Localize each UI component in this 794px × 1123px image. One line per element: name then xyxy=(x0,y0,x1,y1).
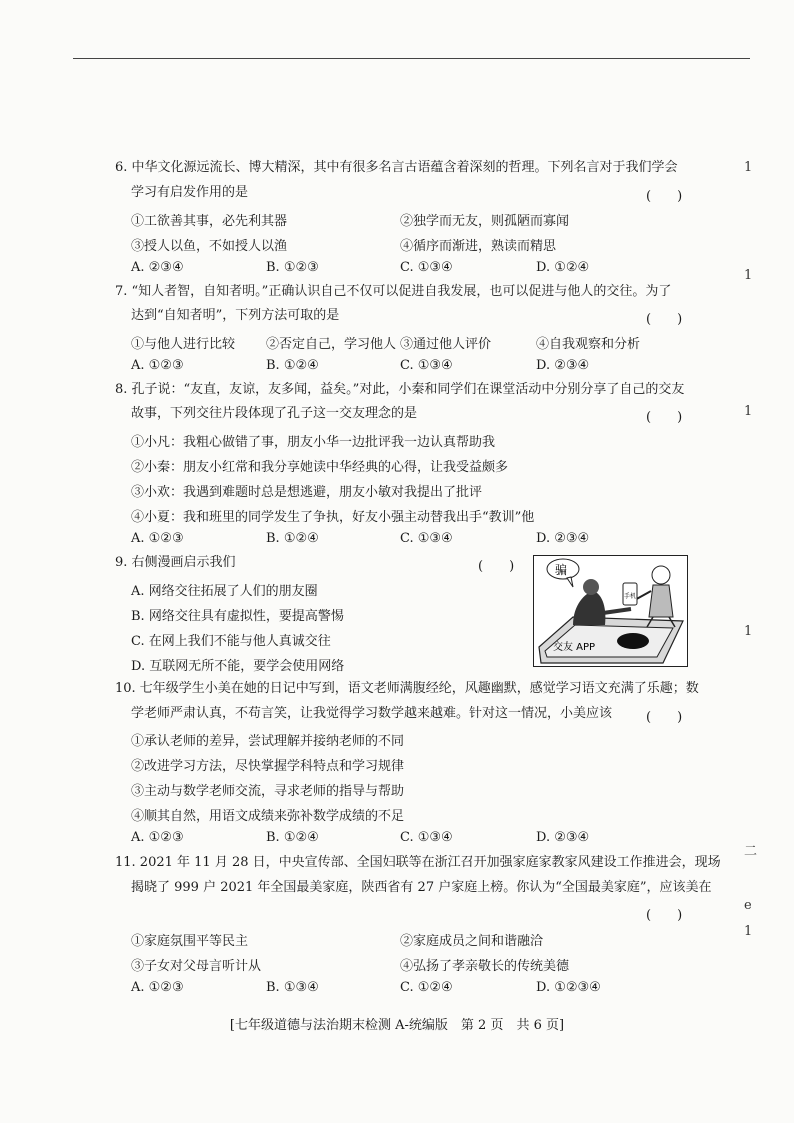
edge-mark: 1 xyxy=(744,924,753,939)
q8-answer-blank: ( ) xyxy=(646,410,683,425)
q8-item: ①小凡：我粗心做错了事，朋友小华一边批评我一边认真帮助我 xyxy=(131,435,496,450)
q6-option: B. ①②③ xyxy=(266,260,319,275)
q9-answer-blank: ( ) xyxy=(478,559,515,574)
q11-option: C. ①②④ xyxy=(400,980,453,995)
q6-option: A. ②③④ xyxy=(131,260,184,275)
q6-item: ④循序而渐进，熟读而精思 xyxy=(400,239,557,254)
q11-item: ②家庭成员之间和谐融洽 xyxy=(400,934,544,949)
q8-item: ②小秦：朋友小红常和我分享她读中华经典的心得，让我受益颇多 xyxy=(131,460,509,475)
q10-item: ②改进学习方法，尽快掌握学科特点和学习规律 xyxy=(131,759,405,774)
q10-item: ①承认老师的差异，尝试理解并接纳老师的不同 xyxy=(131,734,405,749)
person-head xyxy=(652,566,670,584)
edge-mark: 1 xyxy=(744,404,753,419)
q11-item: ④弘扬了孝亲敬长的传统美德 xyxy=(400,959,570,974)
q10-item: ③主动与数学老师交流，寻求老师的指导与帮助 xyxy=(131,784,405,799)
q7-item: ①与他人进行比较 xyxy=(131,337,236,352)
q9-option: A. 网络交往拓展了人们的朋友圈 xyxy=(131,584,318,599)
q7-stem-line1: 7. “知人者智，自知者明。”正确认识自己不仅可以促进自我发展，也可以促进与他人的交往。为了 xyxy=(115,284,672,299)
q10-option: D. ②③④ xyxy=(536,830,590,845)
q10-option: A. ①②③ xyxy=(131,830,184,845)
q11-item: ③子女对父母言听计从 xyxy=(131,959,262,974)
q7-option: A. ①②③ xyxy=(131,358,184,373)
edge-mark: 1 xyxy=(744,268,753,283)
q10-stem-line1: 10. 七年级学生小美在她的日记中写到，语文老师满腹经纶，风趣幽默，感觉学习语文充满了乐趣；数 xyxy=(115,681,699,696)
q9-stem: 9. 右侧漫画启示我们 xyxy=(115,555,236,570)
q6-item: ②独学而无友，则孤陋而寡闻 xyxy=(400,214,570,229)
q11-item: ①家庭氛围平等民主 xyxy=(131,934,249,949)
q8-option: B. ①②④ xyxy=(266,531,319,546)
q8-item: ④小夏：我和班里的同学发生了争执，好友小强主动替我出手“教训”他 xyxy=(131,510,535,525)
q7-option: B. ①②④ xyxy=(266,358,319,373)
edge-mark: e xyxy=(744,898,752,913)
q6-item: ①工欲善其事，必先利其器 xyxy=(131,214,288,229)
q9-option: C. 在网上我们不能与他人真诚交往 xyxy=(131,634,331,649)
q10-item: ④顺其自然，用语文成绩来弥补数学成绩的不足 xyxy=(131,809,405,824)
phone-text: 手机 xyxy=(624,593,637,600)
q10-option: C. ①③④ xyxy=(400,830,453,845)
q6-option: D. ①②④ xyxy=(536,260,590,275)
cartoon-online-fraud xyxy=(533,555,688,667)
q7-item: ④自我观察和分析 xyxy=(536,337,641,352)
q6-stem-line2: 学习有启发作用的是 xyxy=(131,185,249,200)
edge-mark: 1 xyxy=(744,624,753,639)
q11-stem-line1: 11. 2021 年 11 月 28 日，中央宣传部、全国妇联等在浙江召开加强家庭家教家风建设工作推进会，现场 xyxy=(115,855,721,870)
q10-answer-blank: ( ) xyxy=(646,710,683,725)
q7-item: ③通过他人评价 xyxy=(400,337,492,352)
q10-stem-line2: 学老师严肃认真，不苟言笑，让我觉得学习数学越来越难。针对这一情况，小美应该 xyxy=(131,706,613,721)
q11-answer-blank: ( ) xyxy=(646,908,683,923)
q7-option: D. ②③④ xyxy=(536,358,590,373)
q6-option: C. ①③④ xyxy=(400,260,453,275)
q10-option: B. ①②④ xyxy=(266,830,319,845)
q7-item: ②否定自己，学习他人 xyxy=(266,337,397,352)
edge-mark: 二 xyxy=(744,844,758,859)
cartoon-illustration xyxy=(533,555,688,667)
q11-stem-line2: 揭晓了 999 户 2021 年全国最美家庭，陕西省有 27 户家庭上榜。你认为“全国最美家庭”，应该美在 xyxy=(131,880,712,895)
q6-stem-line1: 6. 中华文化源远流长、博大精深，其中有很多名言古语蕴含着深刻的哲理。下列名言对于我们学会 xyxy=(115,160,678,175)
q7-option: C. ①③④ xyxy=(400,358,453,373)
q7-answer-blank: ( ) xyxy=(646,312,683,327)
q9-option: D. 互联网无所不能，要学会使用网络 xyxy=(131,659,345,674)
q8-option: C. ①③④ xyxy=(400,531,453,546)
bubble-text: 骗 xyxy=(555,563,568,577)
edge-mark: 1 xyxy=(744,160,753,175)
top-rule xyxy=(73,58,750,59)
page-footer: [七年级道德与法治期末检测 A-统编版 第 2 页 共 6 页] xyxy=(229,1018,565,1033)
q11-option: D. ①②③④ xyxy=(536,980,601,995)
q8-option: A. ①②③ xyxy=(131,531,184,546)
app-label: 交友 APP xyxy=(553,642,596,653)
q6-item: ③授人以鱼，不如授人以渔 xyxy=(131,239,288,254)
trap-hole xyxy=(617,633,649,649)
q6-answer-blank: ( ) xyxy=(646,189,683,204)
q8-stem-line2: 故事，下列交往片段体现了孔子这一交友理念的是 xyxy=(131,406,418,421)
q8-stem-line1: 8. 孔子说：“友直，友谅，友多闻，益矣。”对此，小秦和同学们在课堂活动中分别分享了自己的交友 xyxy=(115,382,685,397)
q11-option: B. ①③④ xyxy=(266,980,319,995)
q11-option: A. ①②③ xyxy=(131,980,184,995)
q8-option: D. ②③④ xyxy=(536,531,590,546)
q8-item: ③小欢：我遇到难题时总是想逃避，朋友小敏对我提出了批评 xyxy=(131,485,483,500)
q9-option: B. 网络交往具有虚拟性，要提高警惕 xyxy=(131,609,344,624)
q7-stem-line2: 达到“自知者明”，下列方法可取的是 xyxy=(131,308,340,323)
